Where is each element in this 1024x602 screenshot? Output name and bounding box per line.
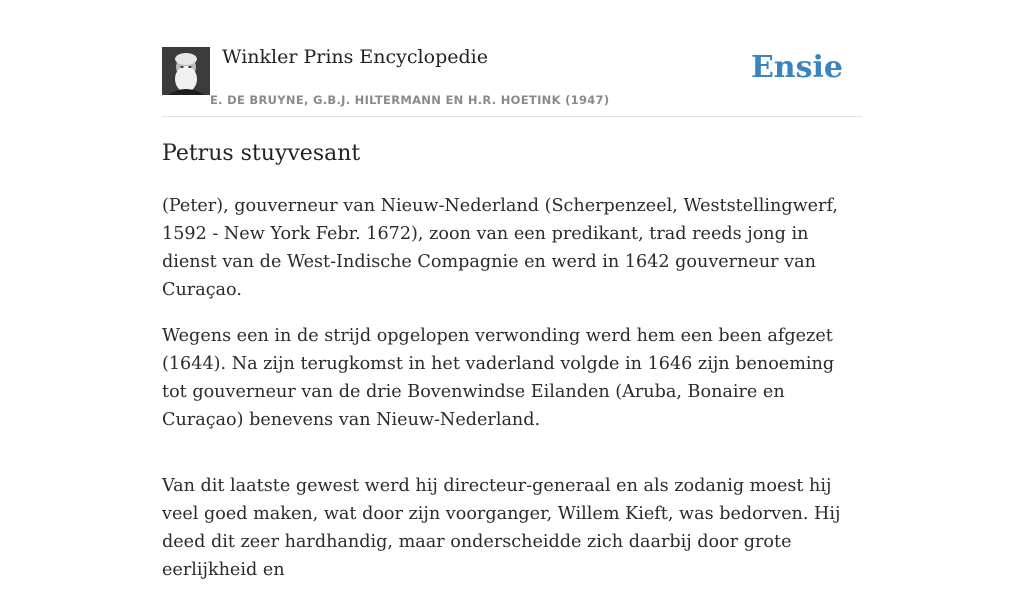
author-avatar-icon[interactable] [162, 47, 210, 95]
site-title[interactable]: Winkler Prins Encyclopedie [222, 46, 488, 68]
article-paragraph: Wegens een in de strijd opgelopen verwonding werd hem een been afgezet (1644). Na zijn terugkomst in het vaderland volgde in 1646 zijn benoeming tot gouverneur van de drie Bovenwindse Eilanden (Aruba, Bonaire en Curaçao) benevens van Nieuw-Nederland. [162, 326, 835, 430]
article-body [162, 192, 862, 584]
article-paragraph: Van dit laatste gewest werd hij directeur-generaal en als zodanig moest hij veel goed maken, wat door zijn voorganger, Willem Kieft, was bedorven. Hij deed dit zeer hardhandig, maar onderscheidde zich daarbij door grote eerlijkheid en [162, 476, 841, 580]
article-paragraph: (Peter), gouverneur van Nieuw-Nederland (Scherpenzeel, Weststellingwerf, 1592 - New York Febr. 1672), zoon van een predikant, trad reeds jong in dienst van de West-Indische Compagnie en werd in 1642 gouverneur van Curaçao. [162, 196, 838, 300]
portrait-icon [162, 47, 210, 95]
site-authors: E. DE BRUYNE, G.B.J. HILTERMANN EN H.R. HOETINK (1947) [210, 93, 610, 107]
article-title: Petrus stuyvesant [162, 141, 361, 166]
brand-logo[interactable]: Ensie [750, 50, 843, 85]
site-header [162, 40, 862, 117]
article [162, 138, 862, 602]
